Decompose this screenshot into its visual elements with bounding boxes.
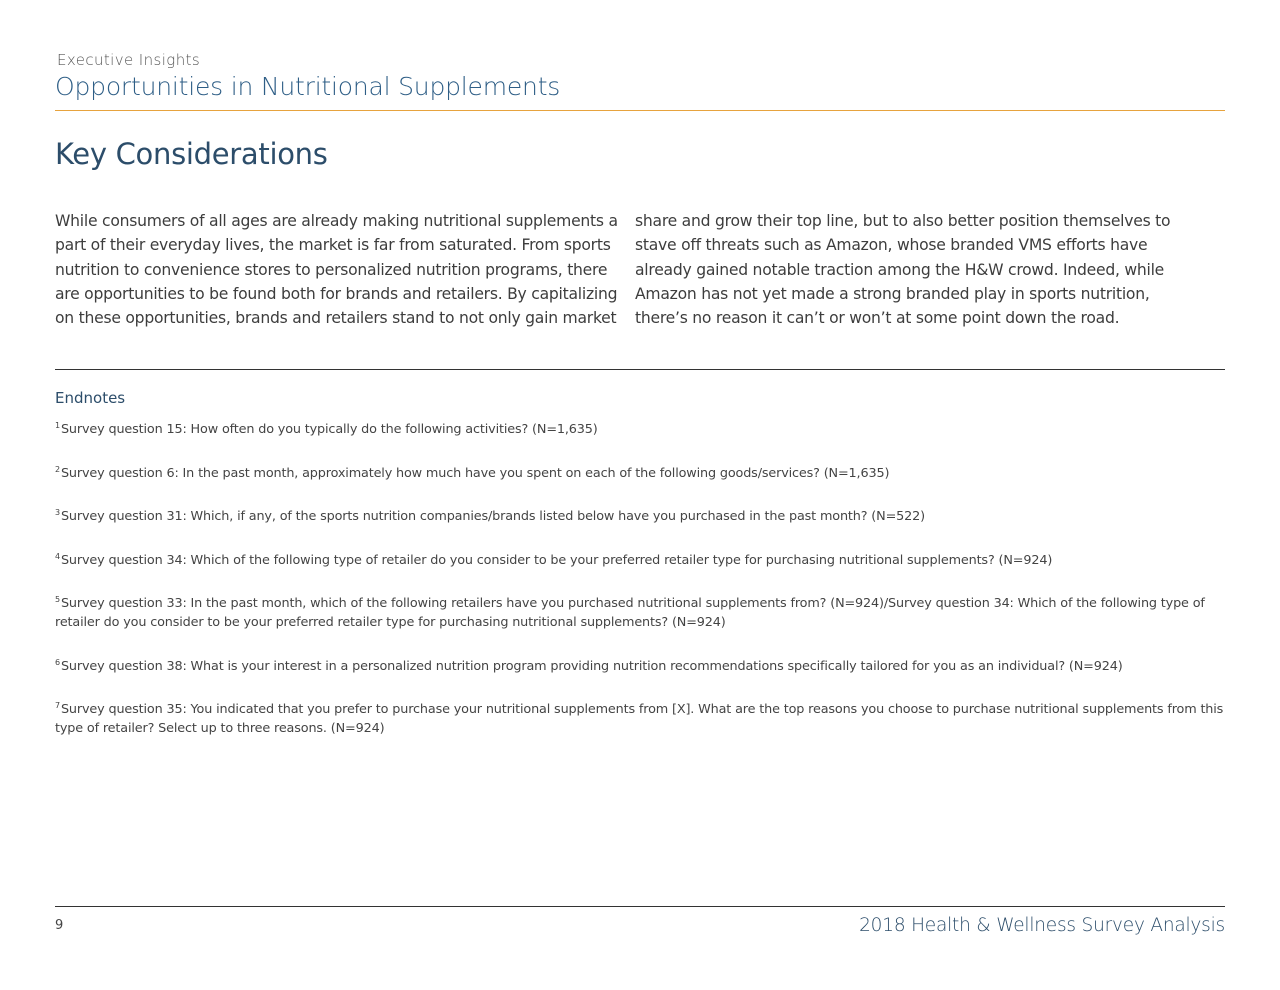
endnote-item [55,464,1225,483]
endnotes-heading: Endnotes [55,389,126,407]
footer-report-title: 2018 Health & Wellness Survey Analysis [859,915,1225,936]
body-columns [55,209,1225,330]
endnote-text: Survey question 34: Which of the following type of retailer do you consider to be your preferred retailer type for purchasing nutritional supplements? (N=924) [60,552,1053,568]
endnote-item [55,507,1225,526]
body-text-right-column: share and grow their top line, but to also better position themselves to stave off threats such as Amazon, whose branded VMS efforts have already gained notable traction among the H&W crowd. Indeed, while Amazon has not yet made a strong branded play in sports nutrition, there’s no reason it can’t or won’t at some point down the road. [635,212,1171,328]
footer-divider [55,906,1225,907]
endnote-item [55,594,1225,632]
header-divider [55,110,1225,111]
endnote-marker: 4 [55,551,60,561]
endnote-item [55,551,1225,570]
endnote-marker: 6 [55,657,60,667]
endnote-text: Survey question 15: How often do you typically do the following activities? (N=1,635) [60,422,598,437]
section-heading: Key Considerations [55,137,328,171]
endnote-marker: 7 [55,701,60,710]
endnote-item [55,420,1225,439]
body-text-left-column: While consumers of all ages are already making nutritional supplements a part of their everyday lives, the market is far from saturated. From sports nutrition to convenience stores to personalized nutrition programs, there are opportunities to be found both for brands and retailers. By capitalizing on these opportunities, brands and retailers stand to not only gain market [55,212,618,328]
document-page [55,0,1225,990]
header-kicker: Executive Insights [57,51,201,69]
endnote-item [55,657,1225,676]
endnote-marker: 1 [55,421,60,430]
endnote-marker: 2 [55,464,60,474]
endnote-marker: 5 [55,595,60,604]
endnote-text: Survey question 35: You indicated that you prefer to purchase your nutritional supplements from [X]. What are the top reasons you choose to purchase nutritional supplements from this type of retailer? Select up to three reasons. (N=924) [55,702,1224,736]
endnote-item [55,700,1225,738]
document-title: Opportunities in Nutritional Supplements [55,72,561,101]
endnote-text: Survey question 33: In the past month, which of the following retailers have you purchased nutritional supplements from? (N=924)/Survey question 34: Which of the following type of retailer do you consider to be your preferred retailer type for purchasing nutritional supplements? (N=924) [55,596,1205,630]
page-number: 9 [55,918,64,933]
section-divider [55,369,1225,370]
endnotes-list [55,420,1225,763]
endnote-marker: 3 [55,508,60,517]
endnote-text: Survey question 6: In the past month, approximately how much have you spent on each of the following goods/services? (N=1,635) [60,465,890,481]
endnote-text: Survey question 31: Which, if any, of the sports nutrition companies/brands listed below have you purchased in the past month? (N=522) [60,509,925,524]
endnote-text: Survey question 38: What is your interest in a personalized nutrition program providing nutrition recommendations specifically tailored for you as an individual? (N=924) [60,658,1123,674]
